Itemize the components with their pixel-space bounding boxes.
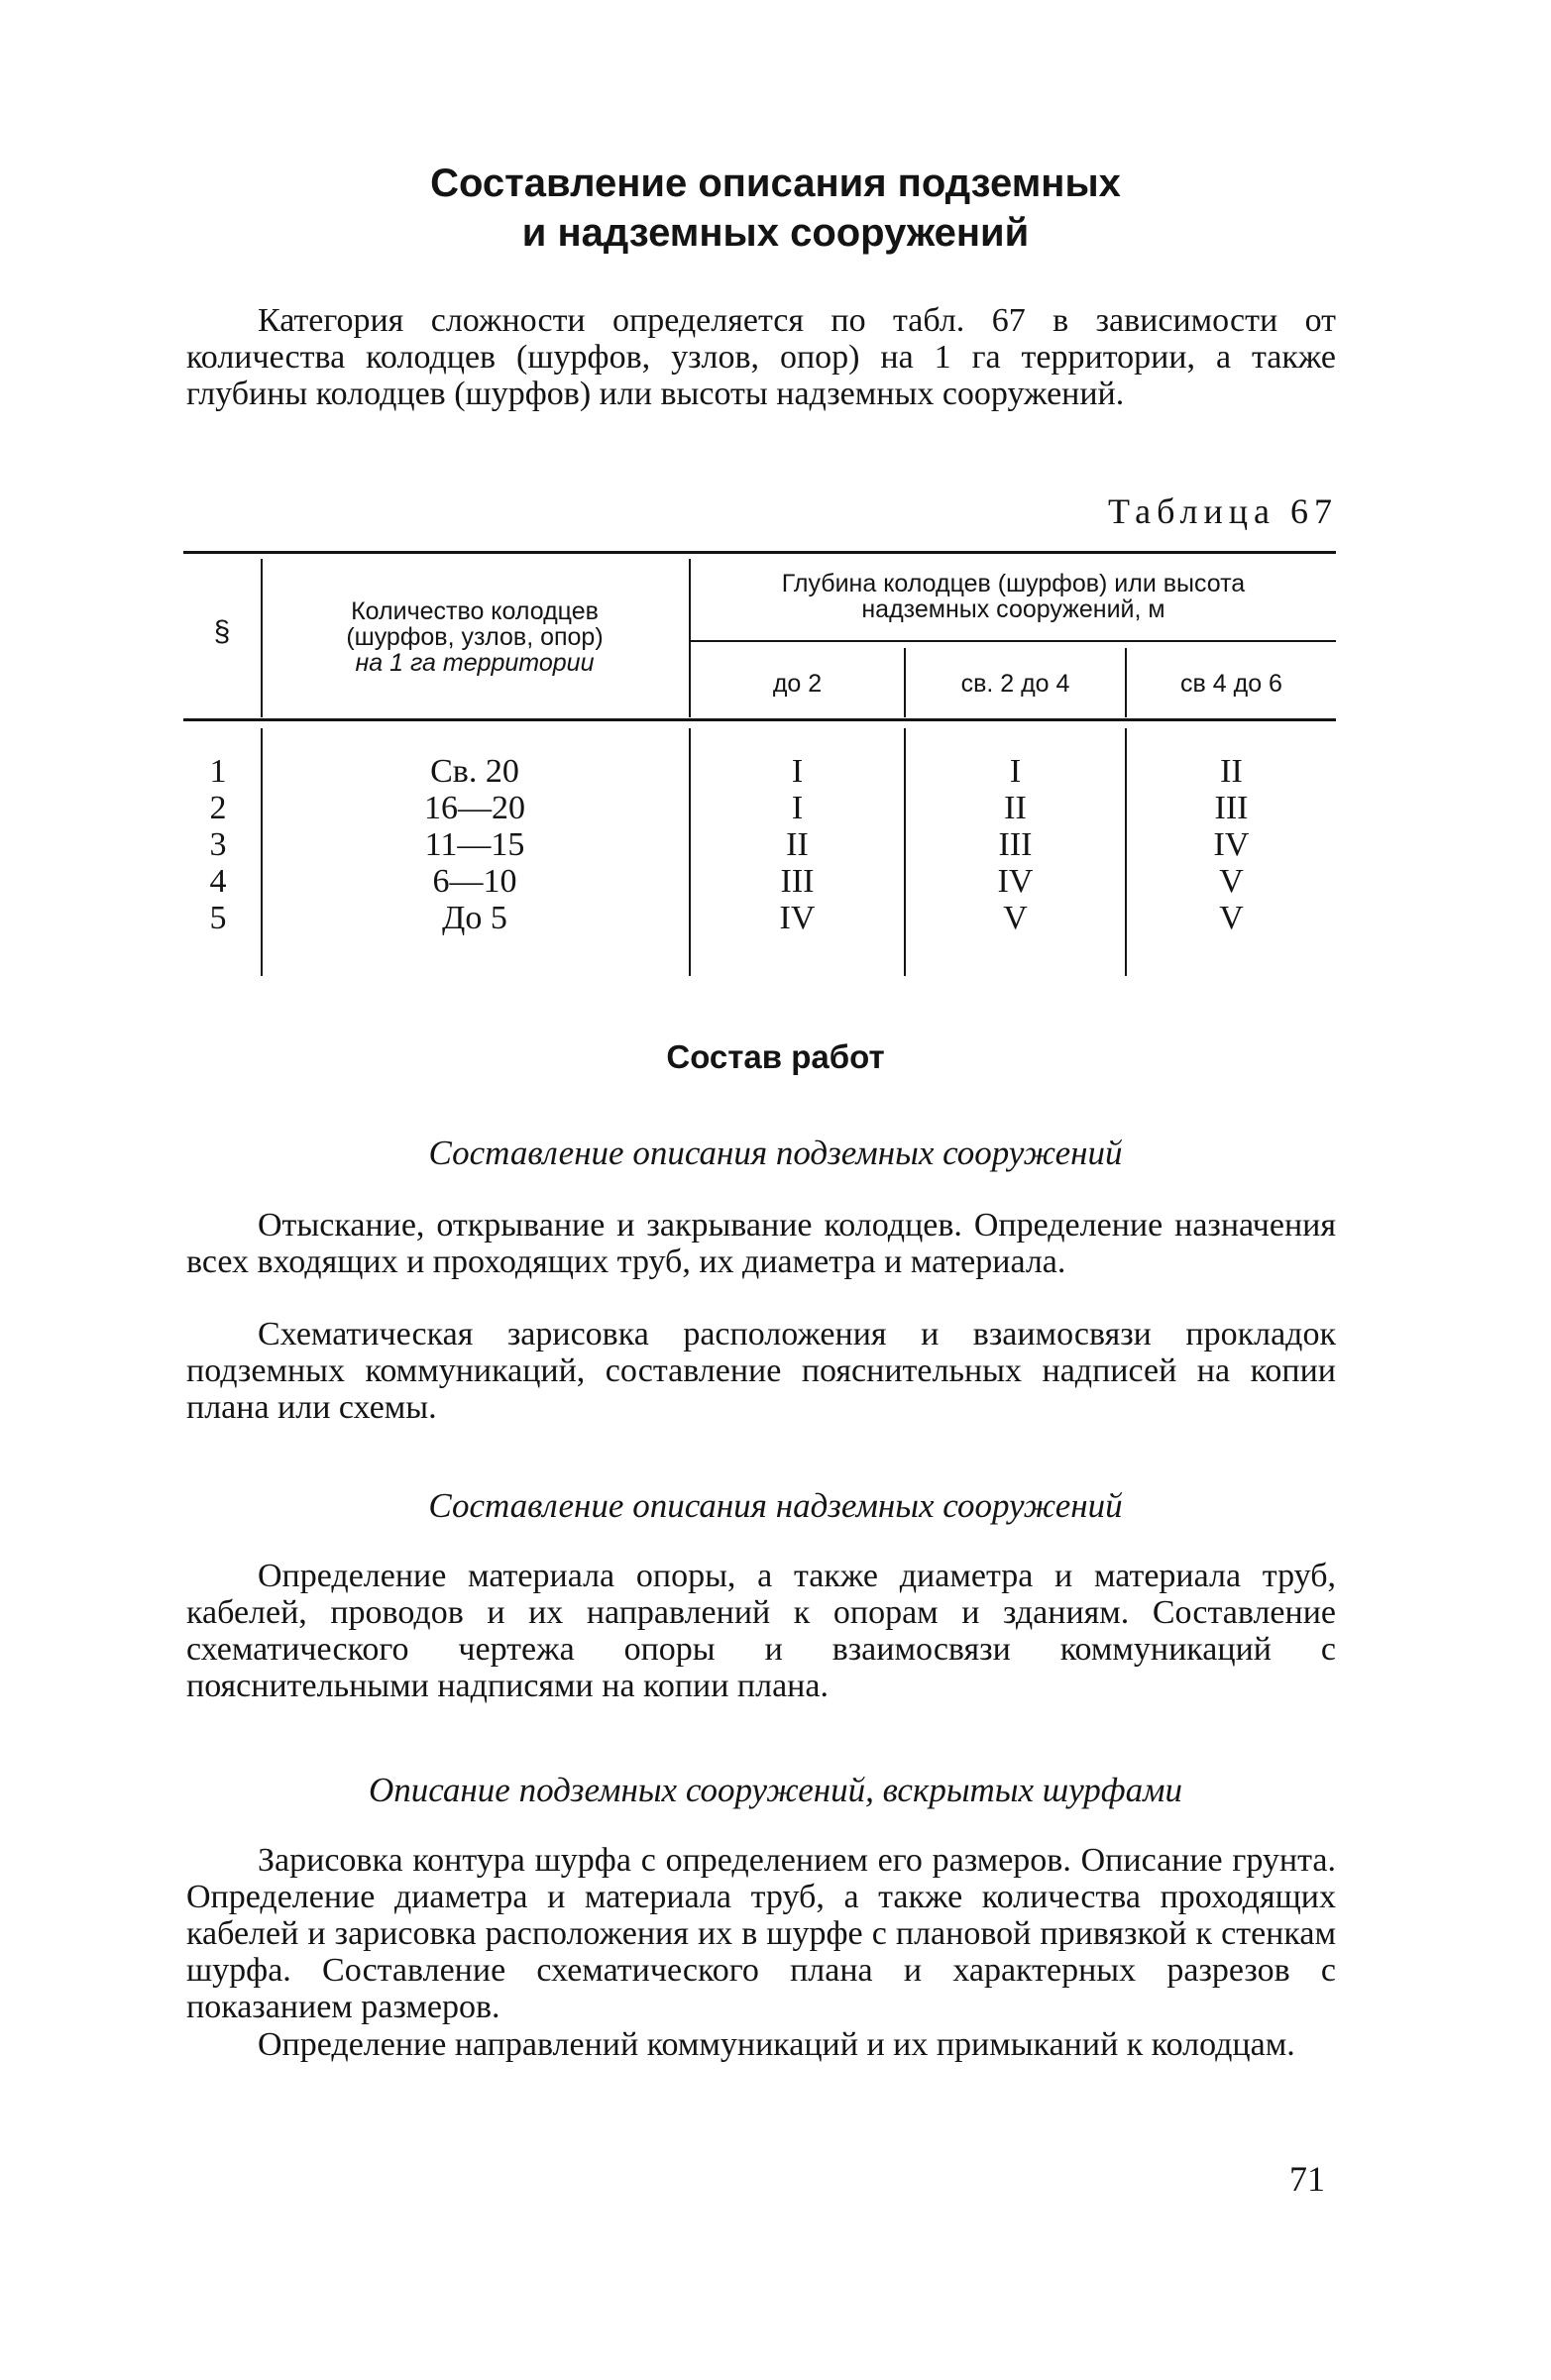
table-header-count-line-1: Количество колодцев	[351, 597, 599, 625]
paragraph-underground-2	[186, 1316, 1336, 1426]
paragraph-text: Зарисовка контура шурфа с определением его размеров. Описание грунта. Определение диаметра и материала труб, а также количества проходящих кабелей и зарисовка расположения их в шурфе с плановой привязкой к стенкам шурфа. Составление схематического плана и характерных разрезов с показанием размеров.	[186, 1842, 1336, 2025]
table-header-count-line-2: (шурфов, узлов, опор)	[346, 623, 604, 651]
table-cell: II	[1004, 790, 1027, 826]
table-col-section	[198, 753, 238, 936]
paragraph-text: Определение направлений коммуникаций и их примыканий к колодцам.	[258, 2026, 1295, 2063]
table-cell: II	[786, 826, 809, 863]
table-cell: I	[1009, 753, 1022, 790]
work-heading: Состав работ	[666, 1038, 885, 1075]
intro-text: Категория сложности определяется по табл. 67 в зависимости от количества колодцев (шурфов, узлов, опор) на 1 га территории, а также глубины колодцев (шурфов) или высоты надземных сооружений.	[186, 302, 1336, 412]
table-label: Таблица 67	[1108, 491, 1338, 531]
table-header-count	[261, 598, 689, 676]
table-header-depth	[691, 571, 1336, 622]
table-cell: I	[791, 753, 804, 790]
table-header-sub-2: св. 2 до 4	[960, 670, 1070, 698]
paragraph-text: Схематическая зарисовка расположения и взаимосвязи прокладок подземных коммуникаций, составление пояснительных надписей на копии плана или схемы.	[186, 1316, 1336, 1426]
table-cell: IV	[997, 863, 1034, 900]
table-cell: 6—10	[432, 863, 517, 900]
table-top-rule	[183, 551, 1336, 554]
table-cell: До 5	[442, 900, 507, 936]
table-header-section: §	[213, 615, 231, 648]
table-header-sub-3: св 4 до 6	[1180, 670, 1282, 698]
table-cell: 3	[209, 826, 227, 863]
table-cell: 4	[209, 863, 227, 900]
paragraph-text: Отыскание, открывание и закрывание колодцев. Определение назначения всех входящих и проходящих труб, их диаметра и материала.	[186, 1207, 1336, 1280]
table-cell: 5	[209, 900, 227, 936]
table-cell: V	[1003, 900, 1028, 936]
table-cell: IV	[1213, 826, 1250, 863]
paragraph-underground-1	[186, 1207, 1336, 1280]
table-col-depth-3	[1127, 753, 1336, 936]
page-title	[0, 159, 1551, 258]
paragraph-text: Определение материала опоры, а также диаметра и материала труб, кабелей, проводов и их направлений к опорам и зданиям. Составление схематического чертежа опоры и взаимосвязи коммуникаций с пояснительными надписями на копии плана.	[186, 1558, 1336, 1704]
subheading-pits: Описание подземных сооружений, вскрытых шурфами	[369, 1771, 1182, 1809]
table-header-depth-line-2: надземных сооружений, м	[861, 595, 1165, 623]
table-header-subrule	[689, 640, 1336, 642]
page-number: 71	[1289, 2159, 1325, 2199]
subheading-underground: Составление описания подземных сооружений	[428, 1134, 1123, 1172]
table-cell: III	[780, 863, 815, 900]
table-header-rule	[183, 718, 1336, 721]
table-cell: II	[1220, 753, 1243, 790]
table-col-count	[261, 753, 689, 936]
table-cell: IV	[779, 900, 816, 936]
paragraph-pits-2	[186, 2026, 1336, 2063]
table-cell: III	[998, 826, 1033, 863]
table-cell: 16—20	[424, 790, 525, 826]
table-header-count-line-3: на 1 га территории	[355, 649, 595, 677]
subheading-aboveground: Составление описания надземных сооружений	[428, 1486, 1123, 1525]
paragraph-aboveground-1	[186, 1558, 1336, 1704]
table-col-depth-1	[691, 753, 904, 936]
table-cell: V	[1219, 863, 1244, 900]
page-title-line-2: и надземных сооружений	[521, 211, 1030, 255]
table-cell: 1	[209, 753, 227, 790]
table-header-sub-1: до 2	[772, 670, 823, 698]
table-cell: 2	[209, 790, 227, 826]
table-col-depth-2	[906, 753, 1125, 936]
table-cell: III	[1214, 790, 1249, 826]
intro-paragraph	[186, 302, 1336, 412]
table-header-depth-line-1: Глубина колодцев (шурфов) или высота	[781, 570, 1246, 597]
table-cell: V	[1219, 900, 1244, 936]
table-cell: Св. 20	[430, 753, 519, 790]
table-cell: I	[791, 790, 804, 826]
table-cell: 11—15	[424, 826, 525, 863]
paragraph-pits-1	[186, 1842, 1336, 2025]
page-title-line-1: Составление описания подземных	[430, 162, 1121, 205]
